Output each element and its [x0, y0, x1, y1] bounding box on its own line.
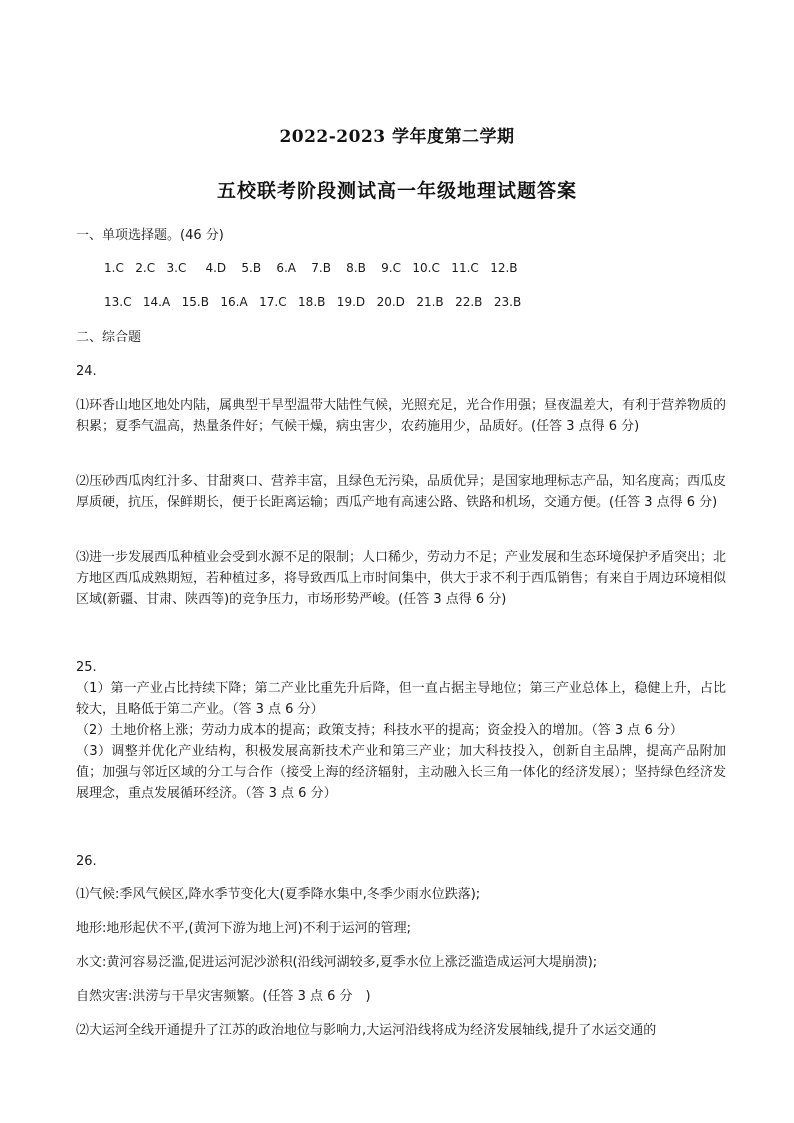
question-24-number: 24. [76, 364, 97, 379]
question-26-answer-3: 水文:黄河容易泛滥,促进运河泥沙淤积(沿线河湖较多,夏季水位上涨泛滥造成运河大堤崩溃); [76, 955, 598, 970]
question-26-answer-4: 自然灾害:洪涝与干旱灾害频繁。(任答 3 点 6 分 ) [76, 989, 371, 1004]
question-26-answer-5: ⑵大运河全线开通提升了江苏的政治地位与影响力,大运河沿线将成为经济发展轴线,提升了水运交通的 [76, 1023, 657, 1038]
question-26-answer-2: 地形:地形起伏不平,(黄河下游为地上河)不利于运河的管理; [76, 921, 412, 936]
question-25-answer-2: （2）土地价格上涨；劳动力成本的提高；政策支持；科技水平的提高；资金投入的增加。（答 3 点 6 分） [76, 723, 683, 738]
question-24-answer-1: ⑴环香山地区地处内陆，属典型干旱型温带大陆性气候，光照充足，光合作用强；昼夜温差大，有利于营养物质的积累；夏季气温高，热量条件好；气候干燥，病虫害少，农药施用少，品质好。(任答 3 点得 6 分) [76, 398, 727, 434]
section-heading-comprehensive: 二、综合题 [76, 330, 142, 345]
title-term: 2022-2023 学年度第二学期 [279, 127, 515, 147]
question-24-answer-2: ⑵压砂西瓜肉红汁多、甘甜爽口、营养丰富，且绿色无污染，品质优异；是国家地理标志产品，知名度高；西瓜皮厚质硬，抗压，保鲜期长，便于长距离运输；西瓜产地有高速公路、铁路和机场，交通方便。(任答 3 点得 6 分) [76, 474, 727, 510]
question-26-answer-1: ⑴气候:季风气候区,降水季节变化大(夏季降水集中,冬季少雨水位跌落); [76, 887, 481, 902]
question-25-number: 25. [76, 660, 97, 675]
question-26-number: 26. [76, 854, 97, 869]
title-exam: 五校联考阶段测试高一年级地理试题答案 [216, 180, 577, 202]
answer-row-2: 13.C 14.A 15.B 16.A 17.C 18.B 19.D 20.D 21.B 22.B 23.B [104, 295, 522, 309]
question-25-answer-3: （3）调整并优化产业结构，积极发展高新技术产业和第三产业；加大科技投入，创新自主品牌，提高产品附加值；加强与邻近区域的分工与合作（接受上海的经济辐射，主动融入长三角一体化的经济发展）；坚持绿色经济发展理念，重点发展循环经济。（答 3 点 6 分） [76, 744, 726, 801]
section-heading-choice: 一、单项选择题。(46 分) [76, 228, 224, 243]
answer-row-1: 1.C 2.C 3.C 4.D 5.B 6.A 7.B 8.B 9.C 10.C 11.C 12.B [104, 261, 518, 275]
question-25-answer-1: （1）第一产业占比持续下降；第二产业比重先升后降，但一直占据主导地位；第三产业总体上，稳健上升，占比较大，且略低于第二产业。（答 3 点 6 分） [76, 681, 726, 717]
question-24-answer-3: ⑶进一步发展西瓜种植业会受到水源不足的限制；人口稀少，劳动力不足；产业发展和生态环境保护矛盾突出；北方地区西瓜成熟期短，若种植过多，将导致西瓜上市时间集中，供大于求不利于西瓜销售；有来自于周边环境相似区域(新疆、甘肃、陕西等)的竞争压力，市场形势严峻。(任答 3 点得 6 分) [76, 550, 727, 607]
